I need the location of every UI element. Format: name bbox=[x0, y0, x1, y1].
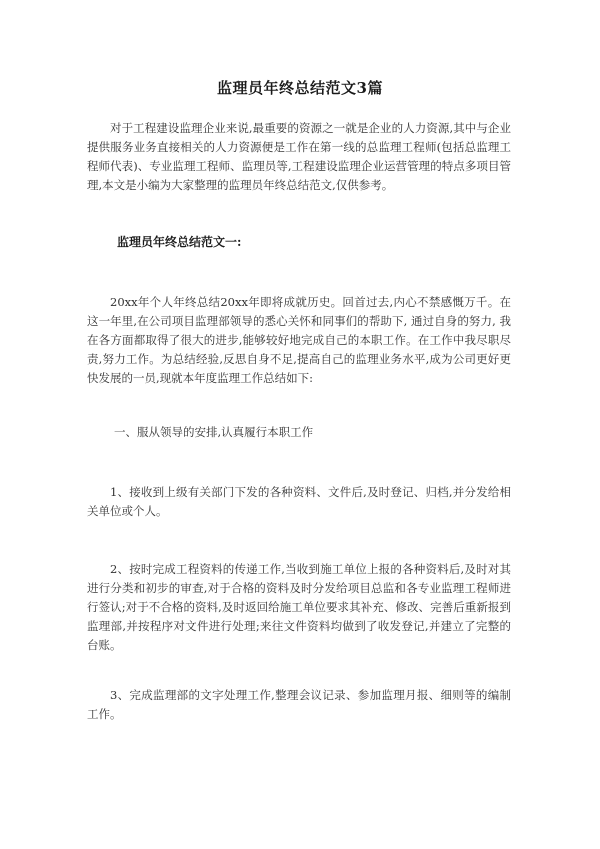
section-one-heading: 监理员年终总结范文一: bbox=[117, 235, 242, 249]
list-item-3: 3、完成监理部的文字处理工作,整理会议记录、参加监理月报、细则等的编制工作。 bbox=[87, 688, 511, 721]
list-item-1: 1、接收到上级有关部门下发的各种资料、文件后,及时登记、归档,并分发给相关单位或个人。 bbox=[87, 485, 511, 518]
intro-paragraph: 对于工程建设监理企业来说,最重要的资源之一就是企业的人力资源,其中与企业提供服务业务直接相关的人力资源便是工作在第一线的总监理工程师(包括总监理工程师代表)、专业监理工程师、监理员等,工程建设监理企业运营管理的特点多项目管理,本文是小编为大家整理的监理员年终总结范文,仅供参考。 bbox=[87, 121, 511, 192]
list-item-2: 2、按时完成工程资料的传递工作,当收到施工单位上报的各种资料后,及时对其进行分类和初步的审查,对于合格的资料及时分发给项目总监和各专业监理工程师进行签认;对于不合格的资料,及时返回给施工单位要求其补充、修改、完善后重新报到监理部,并按程序对文件进行处理;来往文件资料均做到了收发登记,并建立了完整的台账。 bbox=[87, 562, 511, 652]
part-one-heading: 一、服从领导的安排,认真履行本职工作 bbox=[114, 425, 314, 439]
section-one-opening-paragraph: 20xx年个人年终总结20xx年即将成就历史。回首过去,内心不禁感慨万千。在这一年里,在公司项目监理部领导的悉心关怀和同事们的帮助下, 通过自身的努力, 我在各方面都取得了很大的进步,能够较好地完成自己的本职工作。在工作中我尽职尽责,努力工作。为总结经验,反思自身不足,提高自己的监理业务水平,成为公司更好更快发展的一员,现就本年度监理工作总结如下: bbox=[87, 295, 511, 385]
document-title: 监理员年终总结范文3篇 bbox=[217, 79, 383, 97]
